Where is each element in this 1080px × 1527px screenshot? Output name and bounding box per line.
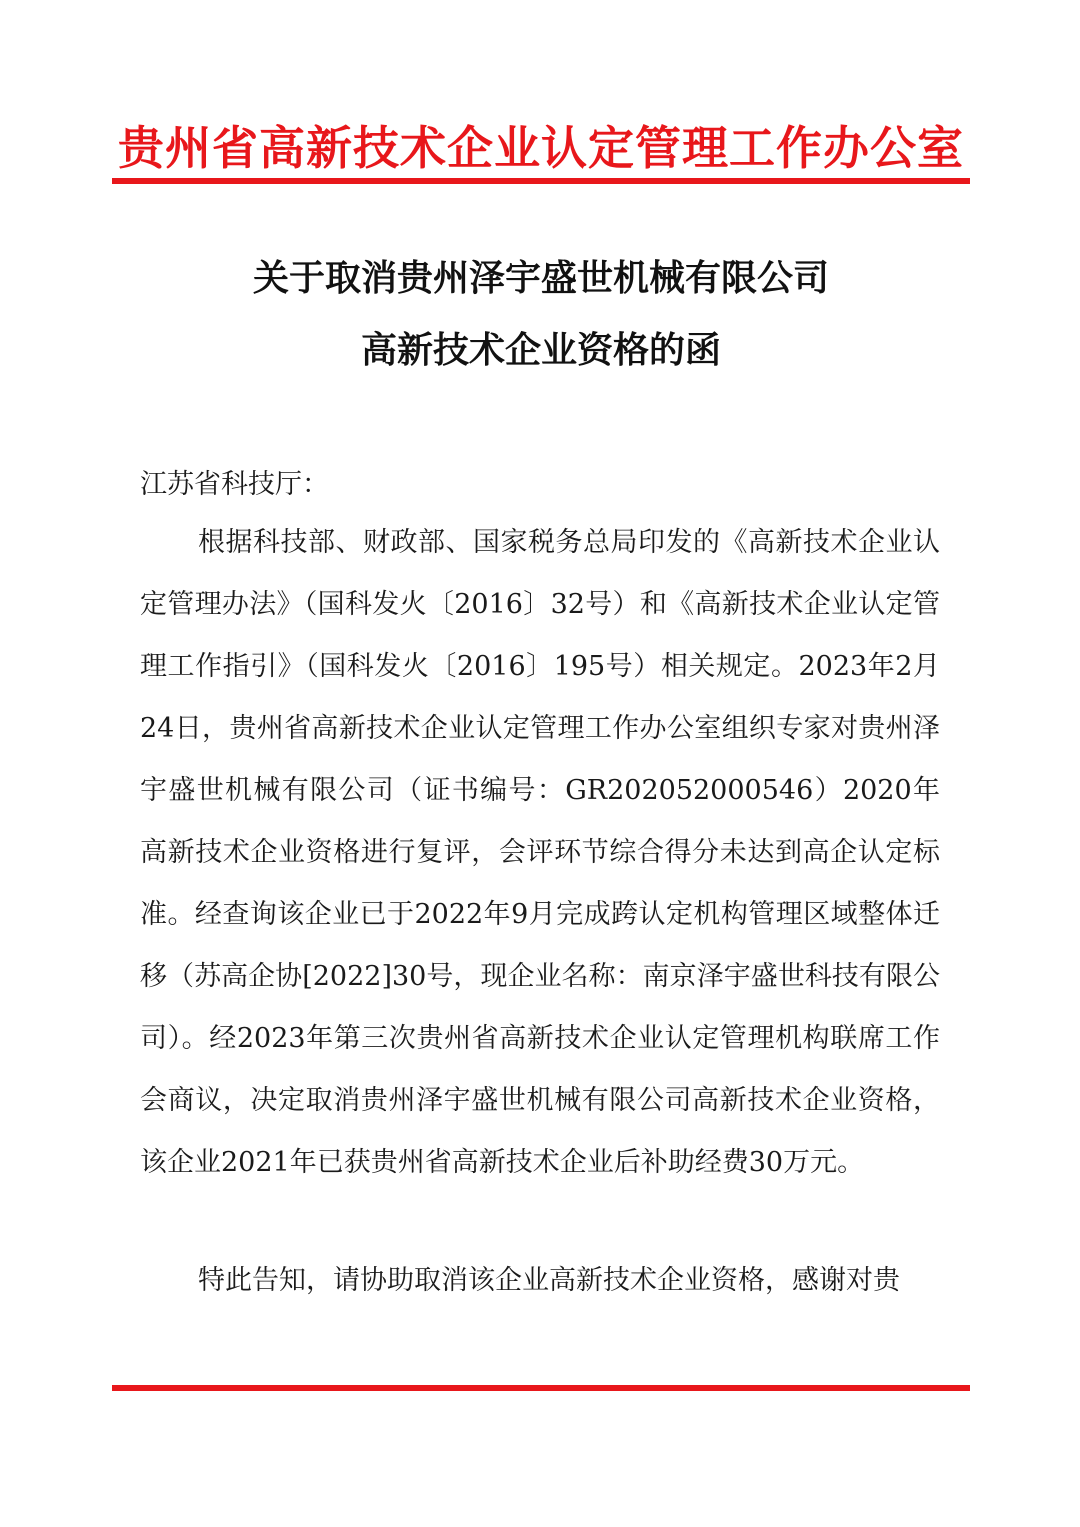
salutation: 江苏省科技厅： — [140, 469, 329, 500]
header-red-rule — [112, 178, 970, 184]
issuing-office-header: 贵州省高新技术企业认定管理工作办公室 — [118, 121, 964, 175]
document-title-line-1: 关于取消贵州泽宇盛世机械有限公司 — [252, 258, 829, 299]
body-paragraph: 特此告知，请协助取消该企业高新技术企业资格，感谢对贵 — [198, 1265, 900, 1296]
document-title-line-2: 高新技术企业资格的函 — [360, 330, 721, 371]
footer-red-rule — [112, 1385, 970, 1391]
body-paragraph: 根据科技部、财政部、国家税务总局印发的《高新技术企业认定管理办法》（国科发火〔2016〕32号）和《高新技术企业认定管理工作指引》（国科发火〔2016〕195号）相关规定。2023年2月24日，贵州省高新技术企业认定管理工作办公室组织专家对贵州泽宇盛世机械有限公司（证书编号：GR202052000546）2020年高新技术企业资格进行复评，会评环节综合得分未达到高企认定标准。经查询该企业已于2022年9月完成跨认定机构管理区域整体迁移（苏高企协[2022]30号，现企业名称：南京泽宇盛世科技有限公司）。经2023年第三次贵州省高新技术企业认定管理机构联席工作会商议，决定取消贵州泽宇盛世机械有限公司高新技术企业资格，该企业2021年已获贵州省高新技术企业后补助经费30万元。 — [140, 527, 940, 1178]
